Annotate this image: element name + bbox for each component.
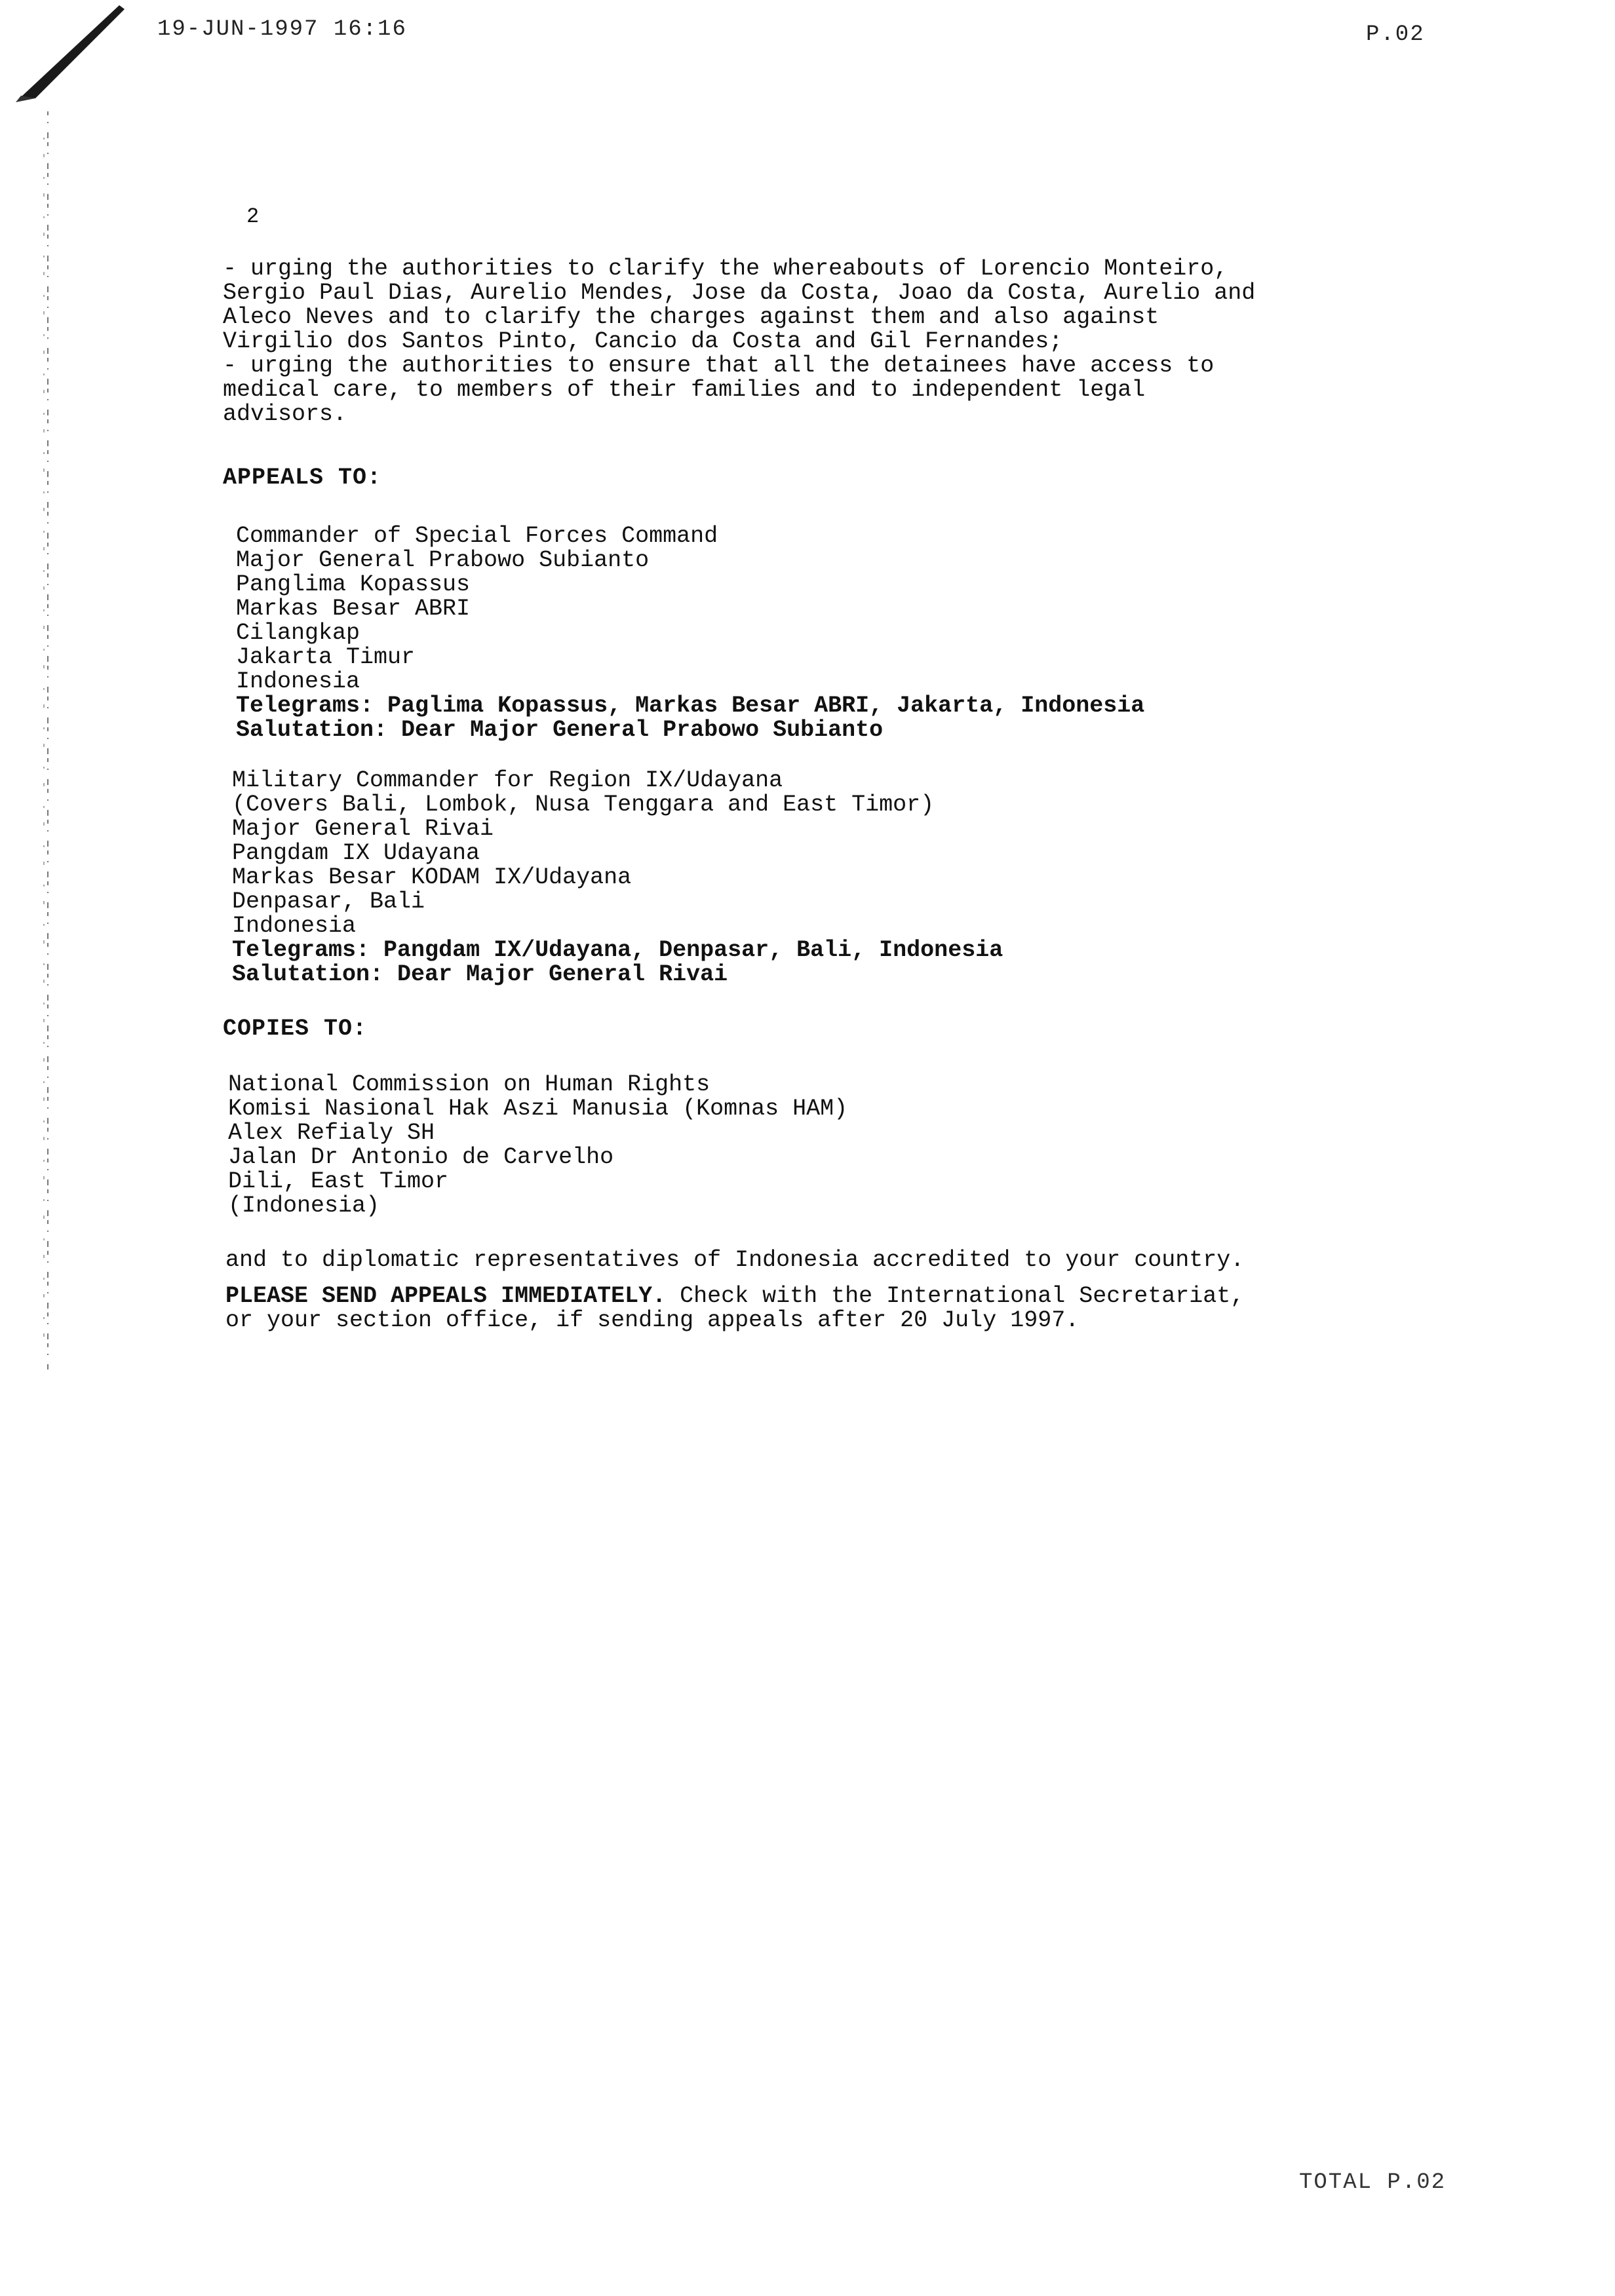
urgent-notice: PLEASE SEND APPEALS IMMEDIATELY. [225,1283,667,1309]
address-line: Indonesia [232,913,357,939]
copies-recipient [228,1073,1455,1218]
telegrams-label: Telegrams: [232,937,370,963]
address-line: Major General Prabowo Subianto [236,547,650,573]
address-line: Pangdam IX Udayana [232,840,480,866]
address-line: (Covers Bali, Lombok, Nusa Tenggara and East Timor) [232,792,935,818]
address-line: Jakarta Timur [236,644,416,670]
copies-heading: COPIES TO: [223,1016,368,1042]
address-line: (Indonesia) [228,1193,380,1219]
text-line: advisors. [223,401,347,427]
send-appeals-note [225,1284,1455,1333]
page-number: 2 [246,204,260,229]
salutation-value: Dear Major General Rivai [383,961,728,987]
address-line: Cilangkap [236,620,360,646]
text-line: and to diplomatic representatives of Indonesia accredited to your country. [225,1247,1245,1273]
notice-text: Check with the International Secretariat, [666,1283,1245,1309]
address-line: Alex Refialy SH [228,1120,435,1146]
scan-slash-mark [9,0,127,105]
text-line: - urging the authorities to ensure that all the detainees have access to [223,353,1215,379]
urging-paragraph [223,257,1455,427]
salutation-line [232,963,1455,987]
address-line: Military Commander for Region IX/Udayana [232,767,783,794]
address-line: National Commission on Human Rights [228,1071,710,1098]
address-line: Jalan Dr Antonio de Carvelho [228,1144,614,1170]
address-line: Komisi Nasional Hak Aszi Manusia (Komnas HAM) [228,1096,848,1122]
address-line: Panglima Kopassus [236,571,471,598]
text-line: medical care, to members of their families and to independent legal [223,377,1146,403]
fax-date-time: 19-JUN-1997 16:16 [157,17,407,42]
text-line: - urging the authorities to clarify the whereabouts of Lorencio Monteiro, [223,256,1228,282]
telegrams-line [232,938,1455,963]
salutation-line [236,718,1455,742]
text-line: or your section office, if sending appeals after 20 July 1997. [225,1307,1080,1333]
salutation-label: Salutation: [236,717,388,743]
address-line: Commander of Special Forces Command [236,523,718,549]
scan-edge-noise [38,111,58,1369]
text-line: Sergio Paul Dias, Aurelio Mendes, Jose da Costa, Joao da Costa, Aurelio and [223,280,1256,306]
diplomatic-representatives-line [225,1248,1455,1272]
address-line: Markas Besar ABRI [236,596,471,622]
appeal-recipient [236,524,1455,742]
address-line: Major General Rivai [232,816,494,842]
telegrams-value: Paglima Kopassus, Markas Besar ABRI, Jakarta, Indonesia [374,693,1145,719]
appeal-recipient [232,769,1455,987]
text-line [225,1284,1455,1309]
fax-total-pages: TOTAL P.02 [1299,2170,1447,2195]
fax-page-number: P.02 [1366,22,1425,47]
text-line: Aleco Neves and to clarify the charges against them and also against [223,304,1159,330]
letter-body [223,257,1455,1333]
address-line: Indonesia [236,668,360,695]
salutation-label: Salutation: [232,961,384,987]
salutation-value: Dear Major General Prabowo Subianto [387,717,884,743]
address-line: Dili, East Timor [228,1168,449,1195]
telegrams-value: Pangdam IX/Udayana, Denpasar, Bali, Indonesia [370,937,1003,963]
text-line: Virgilio dos Santos Pinto, Cancio da Costa and Gil Fernandes; [223,328,1063,354]
telegrams-line [236,694,1455,718]
telegrams-label: Telegrams: [236,693,374,719]
address-line: Markas Besar KODAM IX/Udayana [232,864,632,890]
address-line: Denpasar, Bali [232,889,425,915]
appeals-heading: APPEALS TO: [223,465,382,491]
